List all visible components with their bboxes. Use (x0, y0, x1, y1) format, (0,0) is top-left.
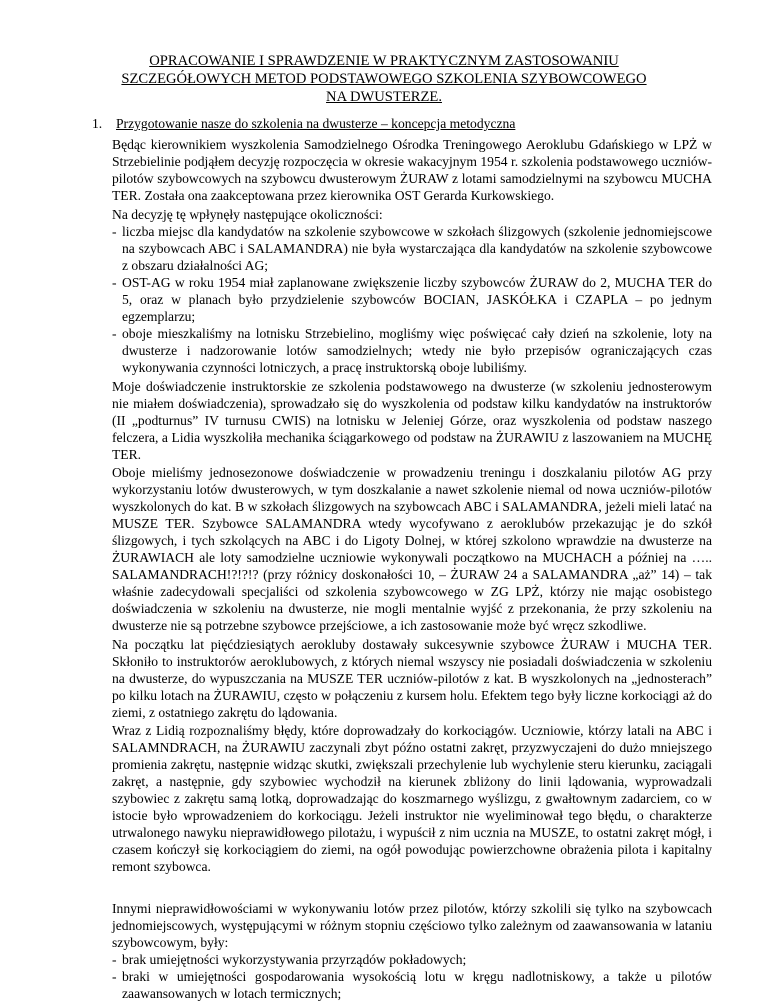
list-item: - brak umiejętności wykorzystywania przyrządów pokładowych; (112, 951, 712, 968)
paragraph-4: Oboje mieliśmy jednosezonowe doświadczenie w prowadzeniu treningu i doszkalaniu pilotów AG przy wykorzystaniu lotów dwusterowych, w tym doszkalanie a nawet szkolenie niemal od nowa uczniów-pilotów wyszkolonych do kat. B w szkołach ślizgowych na szybowcach ABC i SALAMANDRA, jeżeli mieli latać na MUSZE TER. Szybowce SALAMANDRA wtedy wycofywano z aeroklubów przekazując je do szkół ślizgowych, i tych szkolących na ABC i do Ligoty Dolnej, w której szkolono wprawdzie na dwusterze na ŻURAWIACH ale loty samodzielne uczniowie wykonywali początkowo na MUCHACH a później na ….. SALAMANDRACH!?!?!? (przy różnicy doskonałości 10, – ŻURAW 24 a SALAMANDRA „aż” 14) – tak właśnie zadecydowali specjaliści od szkolenia szybowcowego w ZG LPŻ, którzy nie mając osobistego doświadczenia w szkoleniu na dwusterze, nie mogli mentalnie wyjść z przekonania, że przy szkoleniu na dwusterze nie są potrzebne szybowce przejściowe, a ich zastosowanie może być wręcz szkodliwe. (112, 465, 712, 633)
title-line-3: NA DWUSTERZE. (326, 89, 442, 105)
section-number: 1. (92, 116, 103, 131)
paragraph-1: Będąc kierownikiem wyszkolenia Samodzielnego Ośrodka Treningowego Aeroklubu Gdańskiego w LPŻ w Strzebielinie podjąłem decyzję rozpoczęcia w okresie wakacyjnym 1954 r. szkolenia podstawowego uczniów-pilotów szybowcowych na szybowcu dwusterowym ŻURAW z lotami samodzielnymi na szybowcu MUCHA TER. Została ona zaakceptowana przez kierownika OST Gerarda Kurkowskiego. (112, 137, 712, 203)
document-title (100, 52, 668, 106)
list-item: - oboje mieszkaliśmy na lotnisku Strzebielino, mogliśmy więc poświęcać cały dzień na szkolenie, loty na dwusterze i nadzorowanie lotów samodzielnych; wtedy nie było przepisów ograniczających czas wykonywania czynności lotniczych, a pracę instruktorską oboje lubiliśmy. (112, 325, 712, 376)
paragraph-3: Moje doświadczenie instruktorskie ze szkolenia podstawowego na dwusterze (w szkoleniu jednosterowym nie miałem doświadczenia), sprowadzało się do wyszkolenia od podstaw kilku kandydatów na instruktorów (II „podturnus” IV turnusu CWIS) na lotnisku w Jeleniej Górze, oraz wyszkolenia od podstaw naszego felczera, a Lidia wyszkoliła mechanika ściągarkowego od podstaw na ŻURAWIU z laszowaniem na MUCHĘ TER. (112, 379, 712, 462)
errors-list (112, 951, 712, 1002)
list-item: - braki w umiejętności gospodarowania wysokością lotu w kręgu nadlotniskowy, a także u pilotów zaawansowanych w lotach termicznych; (112, 968, 712, 1002)
list-item: - OST-AG w roku 1954 miał zaplanowane zwiększenie liczby szybowców ŻURAW do 2, MUCHA TER do 5, oraz w planach było przydzielenie szybowców BOCIAN, JASKÓŁKA i CZAPLA – po jednym egzemplarzu; (112, 274, 712, 325)
paragraph-6: Wraz z Lidią rozpoznaliśmy błędy, które doprowadzały do korkociągów. Uczniowie, którzy latali na ABC i SALAMNDRACH, na ŻURAWIU zaczynali zbyt późno ostatni zakręt, przyzwyczajeni do dużo mniejszego promienia zakrętu, następnie widząc skutki, zwiększali przechylenie lub wychylenie steru kierunku, zaciągali zakręt, a następnie, gdy szybowiec wychodził na kierunek zbliżony do linii lądowania, wyprowadzali szybowiec z zakrętu samą lotką, doprowadzając do koszmarnego wyślizgu, z gwałtownym zadarciem, co w istocie było wprowadzeniem do korkociągu. Jeżeli instruktor nie wyeliminował tego błędu, o charakterze utrwalonego nawyku nieprawidłowego pilotażu, i wypuścił z nim ucznia na MUSZE, to ostatni zakręt mógł, i czasem kończył się korkociągiem do ziemi, na ogół powodując powierzchowne obrażenia pilota i kapitalny remont szybowca. (112, 723, 712, 874)
paragraph-7: Innymi nieprawidłowościami w wykonywaniu lotów przez pilotów, którzy szkolili się tylko na szybowcach jednomiejscowych, występującymi w różnym stopniu częściowo tylko zależnym od zaawansowania w lataniu szybowcowym, były: (112, 901, 712, 950)
paragraph-2: Na decyzję tę wpłynęły następujące okoliczności: (112, 207, 383, 222)
title-line-1: OPRACOWANIE I SPRAWDZENIE W PRAKTYCZNYM ZASTOSOWANIU (149, 53, 619, 69)
paragraph-5: Na początku lat pięćdziesiątych aerokluby dostawały sukcesywnie szybowce ŻURAW i MUCHA TER. Skłoniło to instruktorów aeroklubowych, z których niemal wszyscy nie posiadali doświadczenia w szkoleniu na dwusterze, do wypuszczania na MUSZE TER uczniów-pilotów z kat. B wyszkolonych na „jednosterach” po kilku lotach na ŻURAWIU, często w połączeniu z kursem holu. Efektem tego były liczne korkociągi aż do ziemi, z ostatniego zakrętu do lądowania. (112, 637, 712, 720)
title-line-2: SZCZEGÓŁOWYCH METOD PODSTAWOWEGO SZKOLENIA SZYBOWCOWEGO (121, 71, 647, 87)
list-item: - liczba miejsc dla kandydatów na szkolenie szybowcowe w szkołach ślizgowych (szkolenie jednomiejscowe na szybowcach ABC i SALAMANDRA) nie była wystarczająca dla kandydatów na szkolenie szybowcowe z obszaru działalności AG; (112, 223, 712, 274)
section-title: Przygotowanie nasze do szkolenia na dwusterze – koncepcja metodyczna (116, 116, 516, 131)
section-heading (92, 116, 515, 132)
circumstances-list (112, 223, 712, 376)
